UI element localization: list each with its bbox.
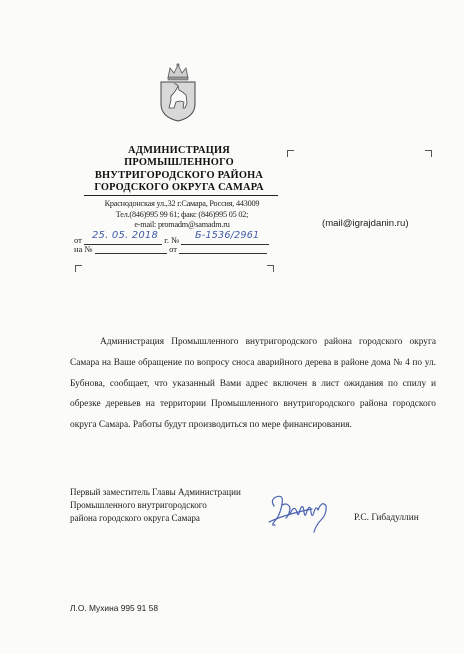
- handwritten-date: 25. 05. 2018: [92, 230, 159, 241]
- body-paragraph: Администрация Промышленного внутригородского района городского округа Самара на Ваше обращение по вопросу сноса аварийного дерева в районе дома № 4 по ул. Бубнова, сообщает, что указанный Вами адрес включен в лист ожидания по спилу и обрезке деревьев на территории Промышленного внутригородского района городского округа Самара. Работы будут производиться по мере финансирования.: [70, 337, 436, 431]
- executor-contact: Л.О. Мухина 995 91 58: [70, 603, 158, 613]
- org-line: ГОРОДСКОГО ОКРУГА САМАРА: [94, 182, 264, 194]
- samara-coat-of-arms-icon: [156, 62, 200, 122]
- from-label: от: [74, 235, 82, 245]
- organization-name: [70, 145, 288, 195]
- address-line: e-mail: promadm@samadm.ru: [134, 220, 230, 230]
- recipient-email: (mail@igrajdanin.ru): [322, 218, 409, 229]
- signatory-title: [70, 486, 290, 524]
- handwritten-signature: [266, 492, 338, 538]
- signatory-title-line: района городского округа Самара: [70, 512, 200, 523]
- signatory-title-line: Первый заместитель Главы Администрации: [70, 487, 241, 497]
- org-line: ПРОМЫШЛЕННОГО: [124, 157, 234, 169]
- subject-corner-mark: [75, 265, 82, 272]
- signatory-title-line: Промышленного внутригородского: [70, 499, 207, 510]
- organization-address: [72, 199, 292, 231]
- reply-label: на №: [74, 244, 93, 254]
- letter-body: [70, 332, 436, 436]
- reply-from-label: от: [169, 244, 178, 254]
- handwritten-number: Б-1536/2961: [195, 230, 260, 241]
- incoming-reference: [74, 244, 267, 254]
- reply-number-line: [95, 244, 167, 254]
- org-line: АДМИНИСТРАЦИЯ: [128, 145, 230, 156]
- number-label: г. №: [164, 235, 180, 245]
- address-corner-mark: [425, 150, 432, 157]
- subject-corner-mark: [267, 265, 274, 272]
- org-line: ВНУТРИГОРОДСКОГО РАЙОНА: [94, 169, 264, 181]
- address-corner-mark: [287, 150, 294, 157]
- address-line: Тел.(846)995 99 61; факс (846)995 05 02;: [115, 209, 249, 219]
- address-line: Краснодонская ул.,32 г.Самара, Россия, 443009: [104, 199, 260, 208]
- reply-date-line: [179, 244, 267, 254]
- signatory-name: Р.С. Гибадуллин: [354, 513, 419, 523]
- letterhead-divider: [84, 195, 278, 196]
